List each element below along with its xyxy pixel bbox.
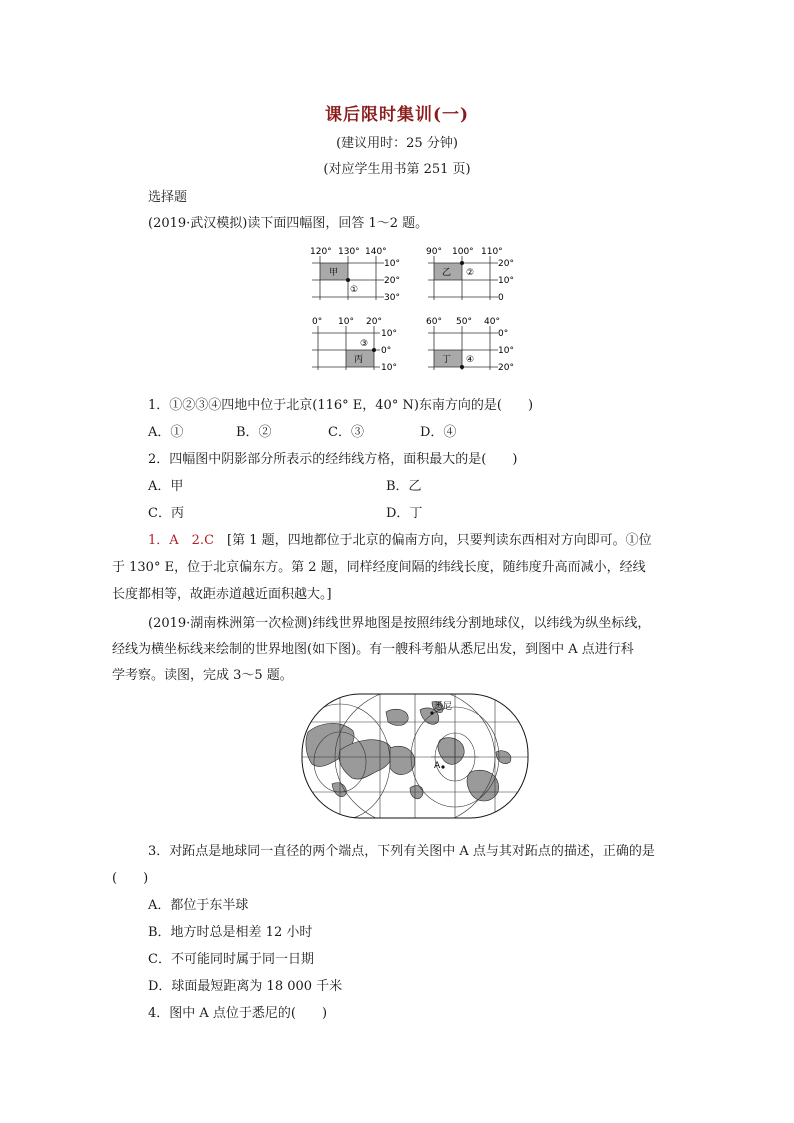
jia-top-label-2: 130° bbox=[338, 247, 360, 257]
q1-option-c: C．③ bbox=[328, 425, 364, 440]
bing-top-label-3: 20° bbox=[366, 317, 382, 327]
answer-keys: 1．A 2.C bbox=[148, 533, 215, 548]
group2-line-3: 学考察。读图，完成 3～5 题。 bbox=[112, 668, 293, 683]
bing-right-label-1: 10° bbox=[381, 329, 397, 339]
yi-top-label-3: 110° bbox=[481, 247, 503, 257]
bing-right-label-2: 0° bbox=[381, 346, 392, 356]
group1-instruction: 读下面四幅图，回答 1～2 题。 bbox=[247, 216, 429, 231]
answer-line-2: 于 130° E，位于北京偏东方。第 2 题，同样经度间隔的纬线长度，随纬度升高而减小，经线 bbox=[112, 560, 646, 575]
group2-line-1: (2019·湖南株洲第一次检测)纬线世界地图是按照纬线分割地球仪，以纬线为纵坐标线， bbox=[148, 616, 651, 631]
figure-yi bbox=[424, 244, 524, 306]
figure-ding bbox=[424, 314, 524, 376]
q1-stem: 1．①②③④四地中位于北京(116° E，40° N)东南方向的是( ) bbox=[148, 398, 534, 413]
q3-option-a: A．都位于东半球 bbox=[148, 898, 249, 913]
jia-right-label-1: 10° bbox=[384, 259, 400, 269]
point-a bbox=[441, 765, 444, 768]
answer-line-3: 长度都相等，故距赤道越近面积越大。] bbox=[112, 587, 332, 602]
figure-bing bbox=[310, 314, 410, 376]
q3-option-b: B．地方时总是相差 12 小时 bbox=[148, 925, 313, 940]
yi-right-label-3: 0 bbox=[498, 293, 504, 303]
textbook-ref: (对应学生用书第 251 页) bbox=[323, 162, 471, 177]
map-label-a: A bbox=[434, 761, 441, 771]
q2-option-b: B．乙 bbox=[386, 479, 422, 494]
answer-line-1 bbox=[148, 529, 652, 548]
page-title: 课后限时集训(一) bbox=[324, 105, 470, 125]
bing-point bbox=[372, 348, 376, 352]
suggested-time: (建议用时：25 分钟) bbox=[336, 136, 458, 151]
ding-top-label-3: 40° bbox=[484, 317, 500, 327]
jia-top-label-3: 140° bbox=[365, 247, 387, 257]
jia-point-label: ① bbox=[350, 285, 359, 295]
ding-right-label-1: 0° bbox=[498, 329, 509, 339]
jia-right-label-3: 30° bbox=[384, 293, 400, 303]
ding-point bbox=[460, 365, 464, 369]
q3-option-c: C．不可能同时属于同一日期 bbox=[148, 952, 314, 967]
group1-source: (2019·武汉模拟) bbox=[148, 216, 248, 231]
yi-point-label: ② bbox=[466, 268, 475, 278]
yi-right-label-1: 20° bbox=[498, 259, 514, 269]
figure-jia bbox=[308, 244, 408, 306]
yi-right-label-2: 10° bbox=[498, 276, 514, 286]
yi-top-label-1: 90° bbox=[426, 247, 442, 257]
map-label-sydney: 悉尼 bbox=[434, 702, 453, 712]
ding-point-label: ④ bbox=[466, 355, 475, 365]
ding-right-label-2: 10° bbox=[498, 346, 514, 356]
latitude-world-map bbox=[300, 692, 530, 822]
bing-top-label-1: 0° bbox=[312, 317, 323, 327]
group1-intro bbox=[148, 212, 428, 231]
section-heading: 选择题 bbox=[148, 190, 188, 205]
bing-right-label-3: 10° bbox=[381, 363, 397, 373]
jia-top-label-1: 120° bbox=[310, 247, 332, 257]
answer-explanation-1: [第 1 题，四地都位于北京的偏南方向，只要判读东西相对方向即可。①位 bbox=[227, 533, 652, 548]
q2-option-c: C．丙 bbox=[148, 506, 184, 521]
jia-shaded-label: 甲 bbox=[329, 268, 339, 278]
q1-option-b: B．② bbox=[236, 425, 272, 440]
q3-stem-line-1: 3．对跖点是地球同一直径的两个端点，下列有关图中 A 点与其对跖点的描述，正确的是 bbox=[148, 844, 655, 859]
q2-stem: 2．四幅图中阴影部分所表示的经纬线方格，面积最大的是( ) bbox=[148, 452, 518, 467]
jia-point bbox=[346, 278, 350, 282]
q2-option-a: A．甲 bbox=[148, 479, 184, 494]
q2-option-d: D．丁 bbox=[386, 506, 423, 521]
jia-right-label-2: 20° bbox=[384, 276, 400, 286]
ding-right-label-3: 20° bbox=[498, 363, 514, 373]
q1-option-d: D．④ bbox=[420, 425, 457, 440]
bing-top-label-2: 10° bbox=[338, 317, 354, 327]
map-body bbox=[300, 692, 530, 822]
yi-shaded-label: 乙 bbox=[442, 268, 452, 278]
q3-option-d: D．球面最短距离为 18 000 千米 bbox=[148, 979, 343, 994]
bing-shaded-label: 丙 bbox=[354, 355, 364, 365]
q3-stem-line-2: ( ) bbox=[112, 871, 149, 886]
ding-top-label-1: 60° bbox=[426, 317, 442, 327]
q1-option-a: A．① bbox=[148, 425, 184, 440]
q4-stem: 4．图中 A 点位于悉尼的( ) bbox=[148, 1006, 328, 1021]
ding-top-label-2: 50° bbox=[456, 317, 472, 327]
yi-point bbox=[460, 261, 464, 265]
group2-line-2: 经线为横坐标线来绘制的世界地图(如下图)。有一艘科考船从悉尼出发，到图中 A 点进行科 bbox=[112, 642, 634, 657]
yi-top-label-2: 100° bbox=[452, 247, 474, 257]
bing-point-label: ③ bbox=[360, 339, 369, 349]
ding-shaded-label: 丁 bbox=[442, 355, 452, 365]
